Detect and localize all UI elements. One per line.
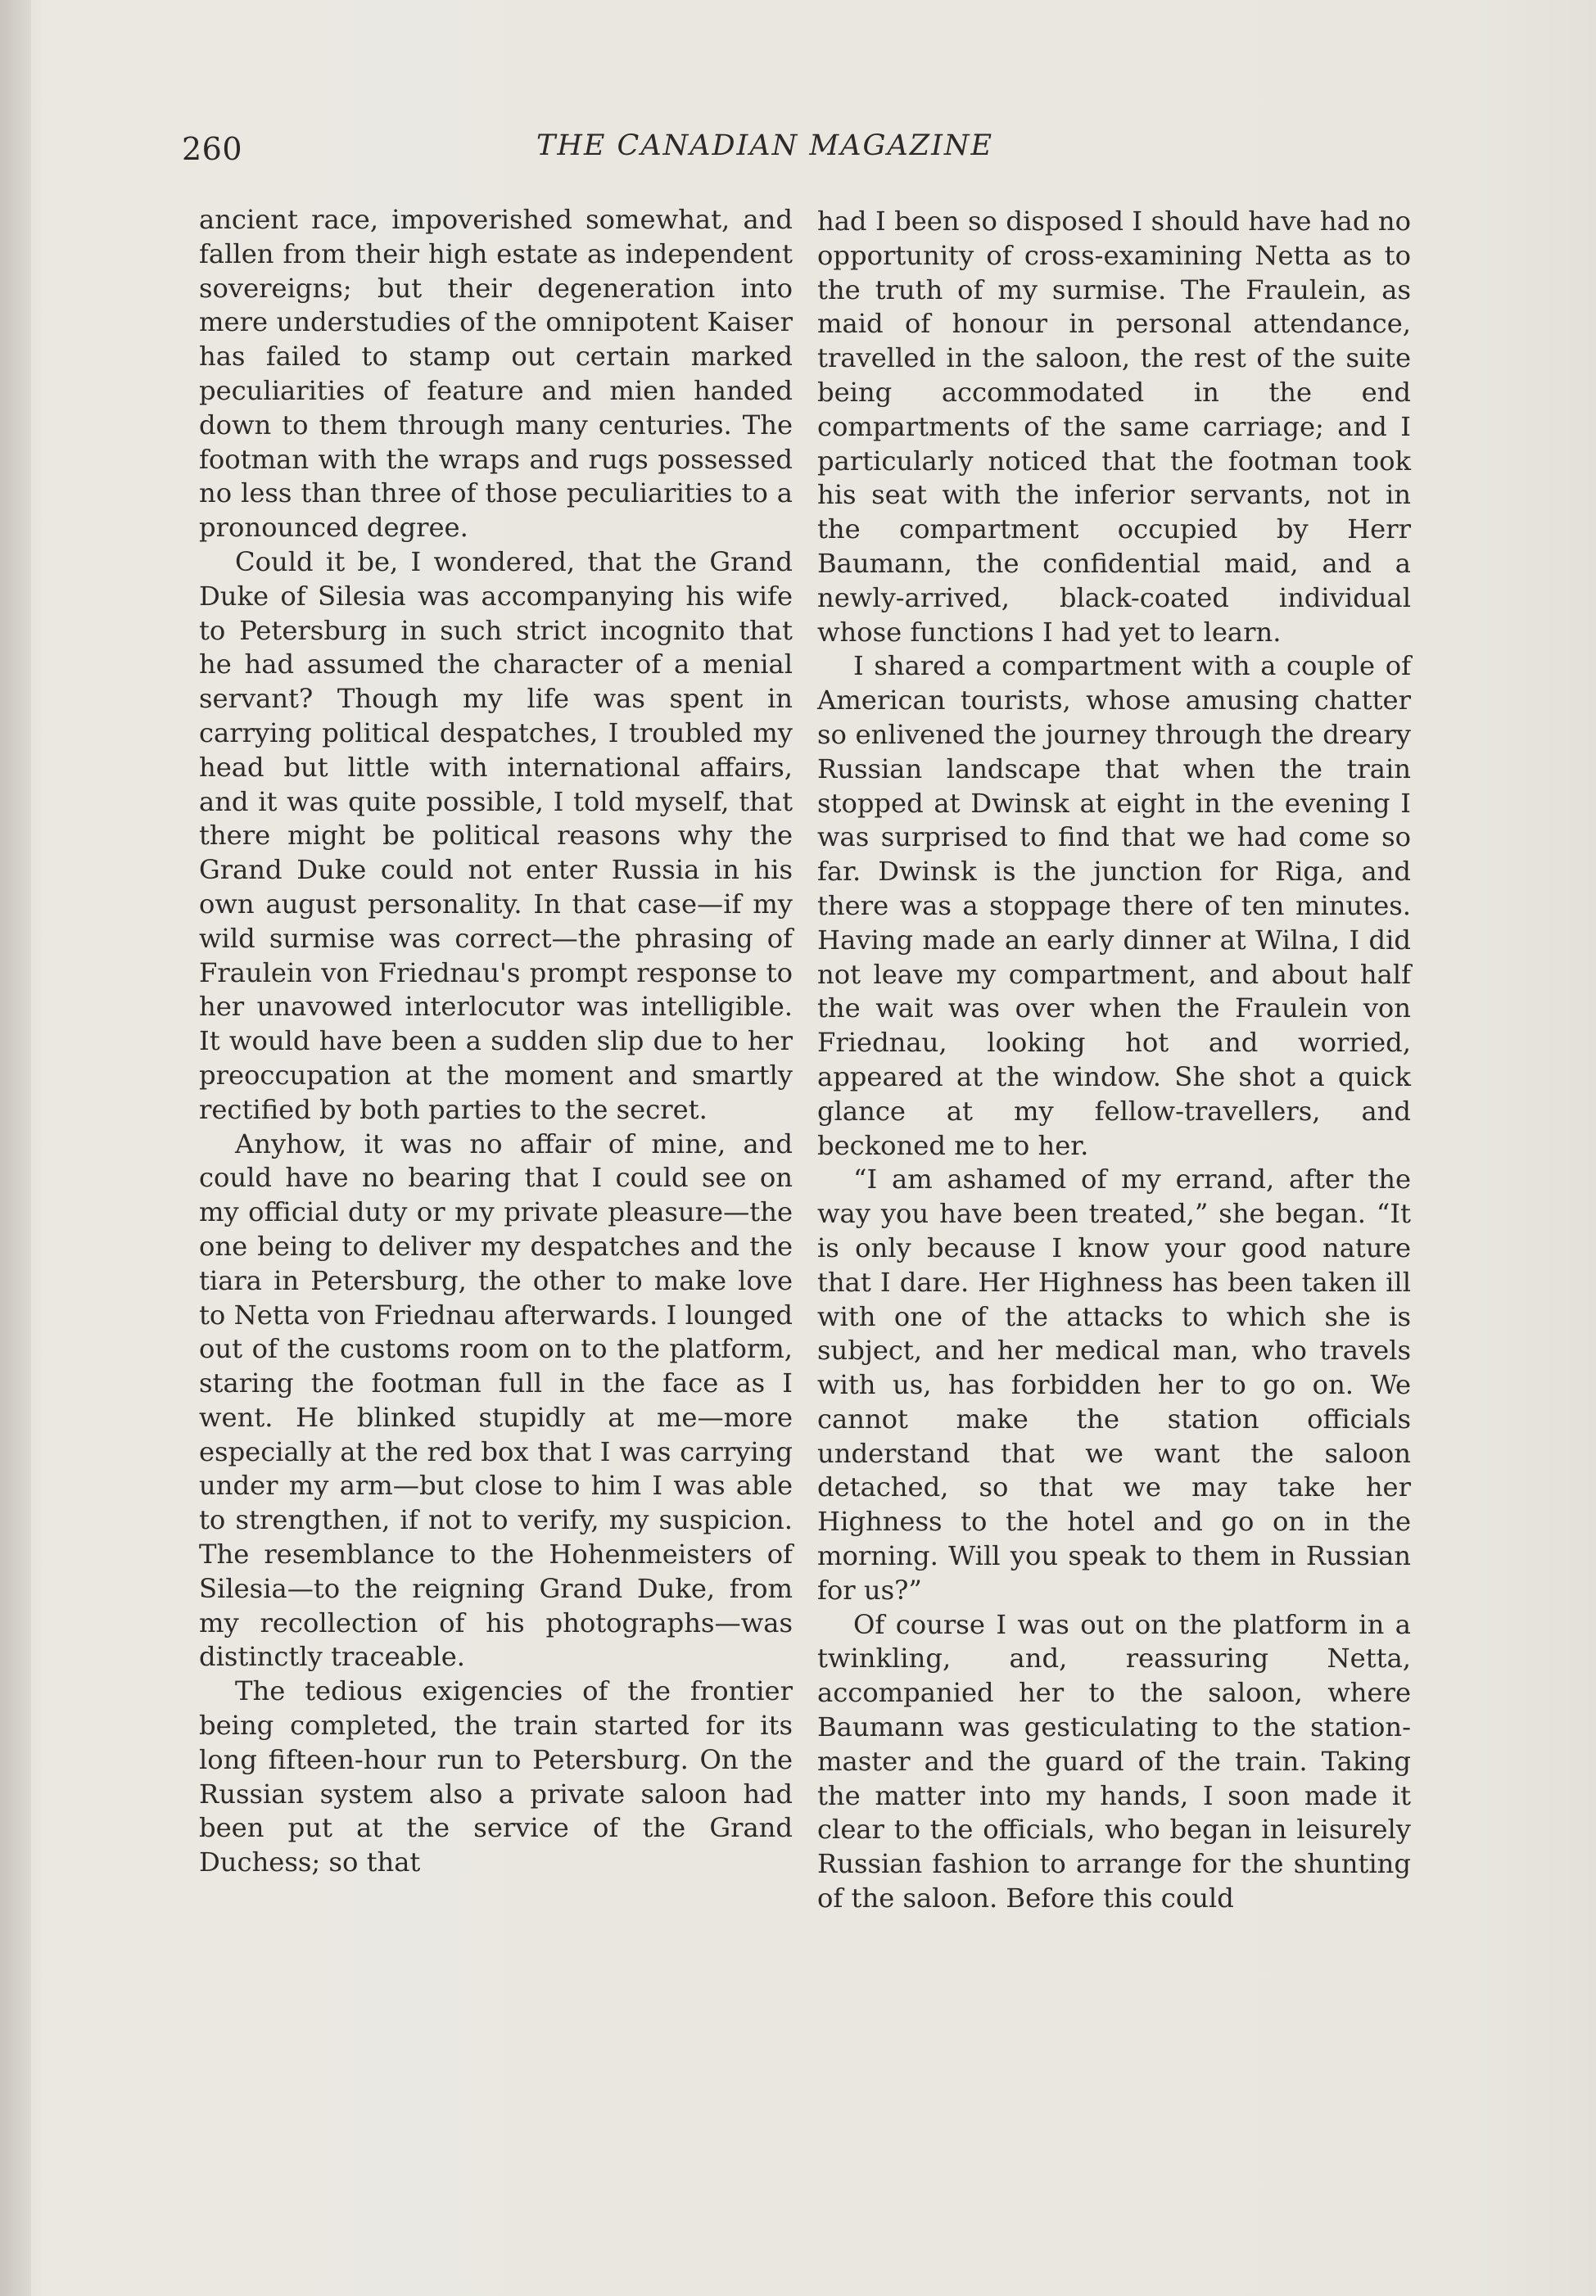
page-number: 260 bbox=[182, 131, 243, 167]
paragraph: Could it be, I wondered, that the Grand Duke of Silesia was accompanying his wife to Petersburg in such strict incognito that he had assumed the character of a menial servant? Though my life was spent in carrying political despatches, I troubled my head but little with international affairs, and it was quite possible, I told myself, that there might be political reasons why the Grand Duke could not enter Russia in his own august personality. In that case—if my wild surmise was correct—the phrasing of Fraulein von Friednau's prompt response to her unavowed interlocutor was intelligible. It would have been a sudden slip due to her preoccupation at the moment and smartly rectified by both parties to the secret. bbox=[199, 545, 793, 1125]
left-text-column bbox=[199, 203, 793, 1880]
paragraph: ancient race, impoverished somewhat, and fallen from their high estate as independent sovereigns; but their degeneration into mere understudies of the omnipotent Kaiser has failed to stamp out certain marked peculiarities of feature and mien handed down to them through many centuries. The footman with the wraps and rugs possessed no less than three of those peculiarities to a pronounced degree. bbox=[199, 204, 793, 544]
running-title: THE CANADIAN MAGAZINE bbox=[536, 129, 994, 162]
right-text-column bbox=[817, 205, 1411, 1916]
paragraph: The tedious exigencies of the frontier being completed, the train started for its long fifteen-hour run to Petersburg. On the Russian system also a private saloon had been put at the service of the Grand Duchess; so that bbox=[199, 1675, 793, 1878]
paragraph: “I am ashamed of my errand, after the way you have been treated,” she began. “It is only because I know your good nature that I dare. Her Highness has been taken ill with one of the attacks to which she is subject, and her medical man, who travels with us, has forbidden her to go on. We cannot make the station officials understand that we want the saloon detached, so that we may take her Highness to the hotel and go on in the morning. Will you speak to them in Russian for us?” bbox=[817, 1164, 1411, 1606]
paragraph: I shared a compartment with a couple of American tourists, whose amusing chatter so enlivened the journey through the dreary Russian landscape that when the train stopped at Dwinsk at eight in the evening I was surprised to find that we had come so far. Dwinsk is the junction for Riga, and there was a stoppage there of ten minutes. Having made an early dinner at Wilna, I did not leave my compartment, and about half the wait was over when the Fraulein von Friednau, looking hot and worried, appeared at the window. She shot a quick glance at my fellow-travellers, and beckoned me to her. bbox=[817, 650, 1411, 1161]
paragraph: Anyhow, it was no affair of mine, and could have no bearing that I could see on my official duty or my private pleasure—the one being to deliver my despatches and the tiara in Petersburg, the other to make love to Netta von Friednau afterwards. I lounged out of the customs room on to the platform, staring the footman full in the face as I went. He blinked stupidly at me—more especially at the red box that I was carrying under my arm—but close to him I was able to strengthen, if not to verify, my suspicion. The resemblance to the Hohenmeisters of Silesia—to the reigning Grand Duke, from my recollection of his photographs—was distinctly traceable. bbox=[199, 1128, 793, 1673]
paragraph: had I been so disposed I should have had no opportunity of cross-examining Netta as to the truth of my surmise. The Fraulein, as maid of honour in personal attendance, travelled in the saloon, the rest of the suite being accommodated in the end compartments of the same carriage; and I particularly noticed that the footman took his seat with the inferior servants, not in the compartment occupied by Herr Baumann, the confidential maid, and a newly-arrived, black-coated individual whose functions I had yet to learn. bbox=[817, 206, 1411, 648]
page-binding-shadow bbox=[0, 0, 31, 2296]
paragraph: Of course I was out on the platform in a twinkling, and, reassuring Netta, accompanied her to the saloon, where Baumann was gesticulating to the station-master and the guard of the train. Taking the matter into my hands, I soon made it clear to the officials, who began in leisurely Russian fashion to arrange for the shunting of the saloon. Before this could bbox=[817, 1608, 1411, 1914]
